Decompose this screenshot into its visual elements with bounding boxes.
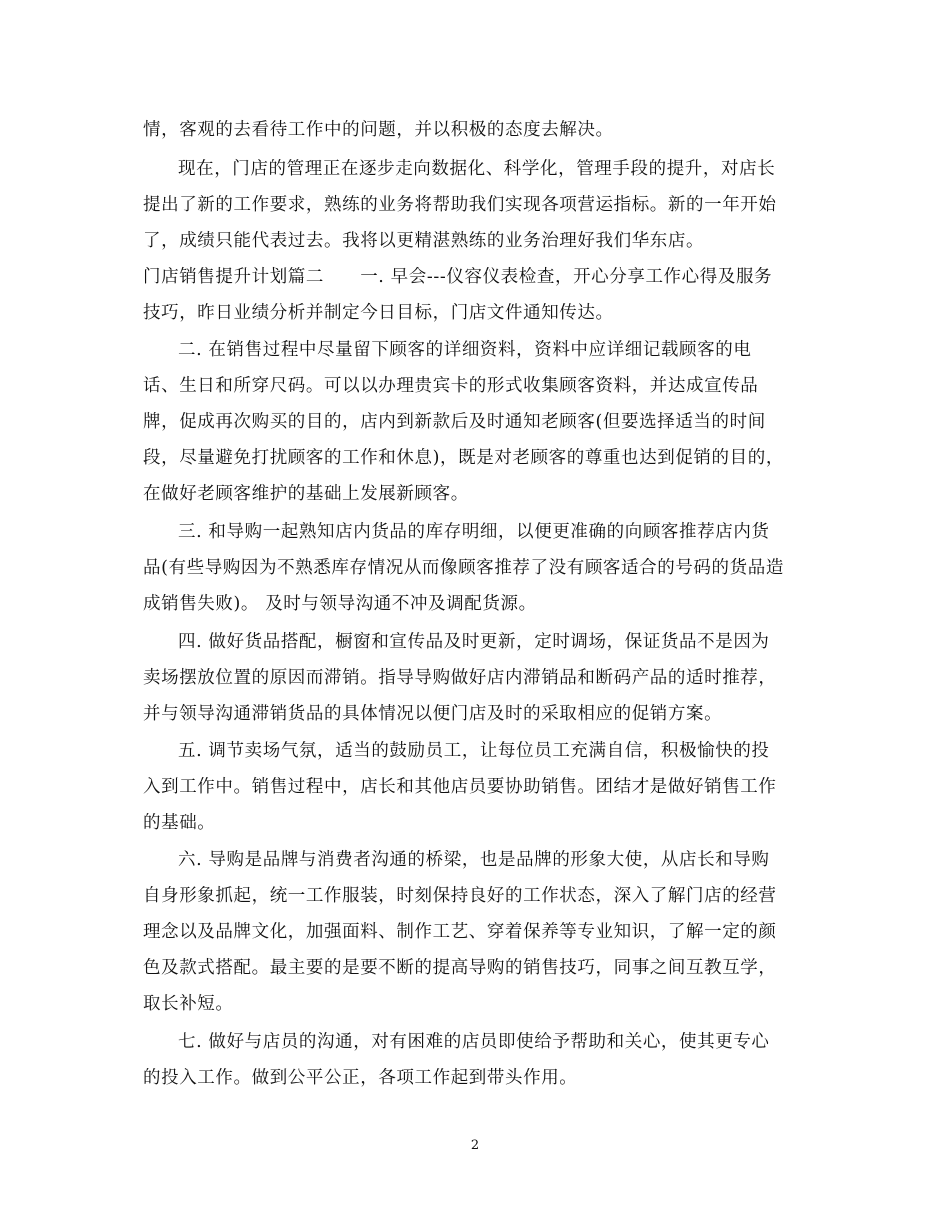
text-line: 在做好老顾客维护的基础上发展新顾客。 (143, 484, 469, 504)
text-line: 的基础。 (143, 813, 216, 833)
text-line: 三. 和导购一起熟知店内货品的库存明细，以便更准确的向顾客推荐店内货 (178, 522, 770, 542)
text-line: 入到工作中。销售过程中，店长和其他店员要协助销售。团结才是做好销售工作 (143, 777, 777, 797)
text-line: 段，尽量避免打扰顾客的工作和休息)，既是对老顾客的尊重也达到促销的目的， (143, 448, 784, 468)
text-line: 二. 在销售过程中尽量留下顾客的详细资料，资料中应详细记载顾客的电 (178, 340, 752, 360)
text-line: 技巧，昨日业绩分析并制定今日目标，门店文件通知传达。 (143, 303, 614, 323)
text-line: 现在，门店的管理正在逐步走向数据化、科学化，管理手段的提升，对店长 (178, 159, 776, 179)
text-line: 牌，促成再次购买的目的，店内到新款后及时通知老顾客(但要选择适当的时间 (143, 412, 766, 432)
text-line: 并与领导沟通滞销货品的具体情况以便门店及时的采取相应的促销方案。 (143, 704, 723, 724)
text-line: 五. 调节卖场气氛，适当的鼓励员工，让每位员工充满自信，积极愉快的投 (178, 741, 770, 761)
text-line: 理念以及品牌文化，加强面料、制作工艺、穿着保养等专业知识，了解一定的颜 (143, 922, 777, 942)
text-line: 成销售失败)。 及时与领导沟通不冲及调配货源。 (143, 594, 537, 614)
text-line: 的投入工作。做到公平公正，各项工作起到带头作用。 (143, 1068, 578, 1088)
text-line: 四. 做好货品搭配，橱窗和宣传品及时更新，定时调场，保证货品不是因为 (178, 632, 770, 652)
section-heading-line: 门店销售提升计划篇二 一. 早会---仪容仪表检查，开心分享工作心得及服务 (143, 267, 773, 287)
text-line: 情，客观的去看待工作中的问题，并以积极的态度去解决。 (143, 120, 614, 140)
text-line: 话、生日和所穿尺码。可以以办理贵宾卡的形式收集顾客资料，并达成宣传品 (143, 376, 759, 396)
text-line: 取长补短。 (143, 994, 234, 1014)
text-line: 七. 做好与店员的沟通，对有困难的店员即使给予帮助和关心，使其更专心 (178, 1032, 770, 1052)
text-line: 自身形象抓起，统一工作服装，时刻保持良好的工作状态，深入了解门店的经营 (143, 886, 777, 906)
text-line: 卖场摆放位置的原因而滞销。指导导购做好店内滞销品和断码产品的适时推荐， (143, 668, 777, 688)
page-number: 2 (470, 1138, 480, 1153)
text-line: 六. 导购是品牌与消费者沟通的桥梁，也是品牌的形象大使，从店长和导购 (178, 850, 770, 870)
text-line: 提出了新的工作要求，熟练的业务将帮助我们实现各项营运指标。新的一年开始 (143, 195, 777, 215)
text-line: 了，成绩只能代表过去。我将以更精湛熟练的业务治理好我们华东店。 (143, 231, 705, 251)
text-line: 色及款式搭配。最主要的是要不断的提高导购的销售技巧，同事之间互教互学， (143, 958, 777, 978)
text-line: 品(有些导购因为不熟悉库存情况从而像顾客推荐了没有顾客适合的号码的货品造 (143, 558, 784, 578)
